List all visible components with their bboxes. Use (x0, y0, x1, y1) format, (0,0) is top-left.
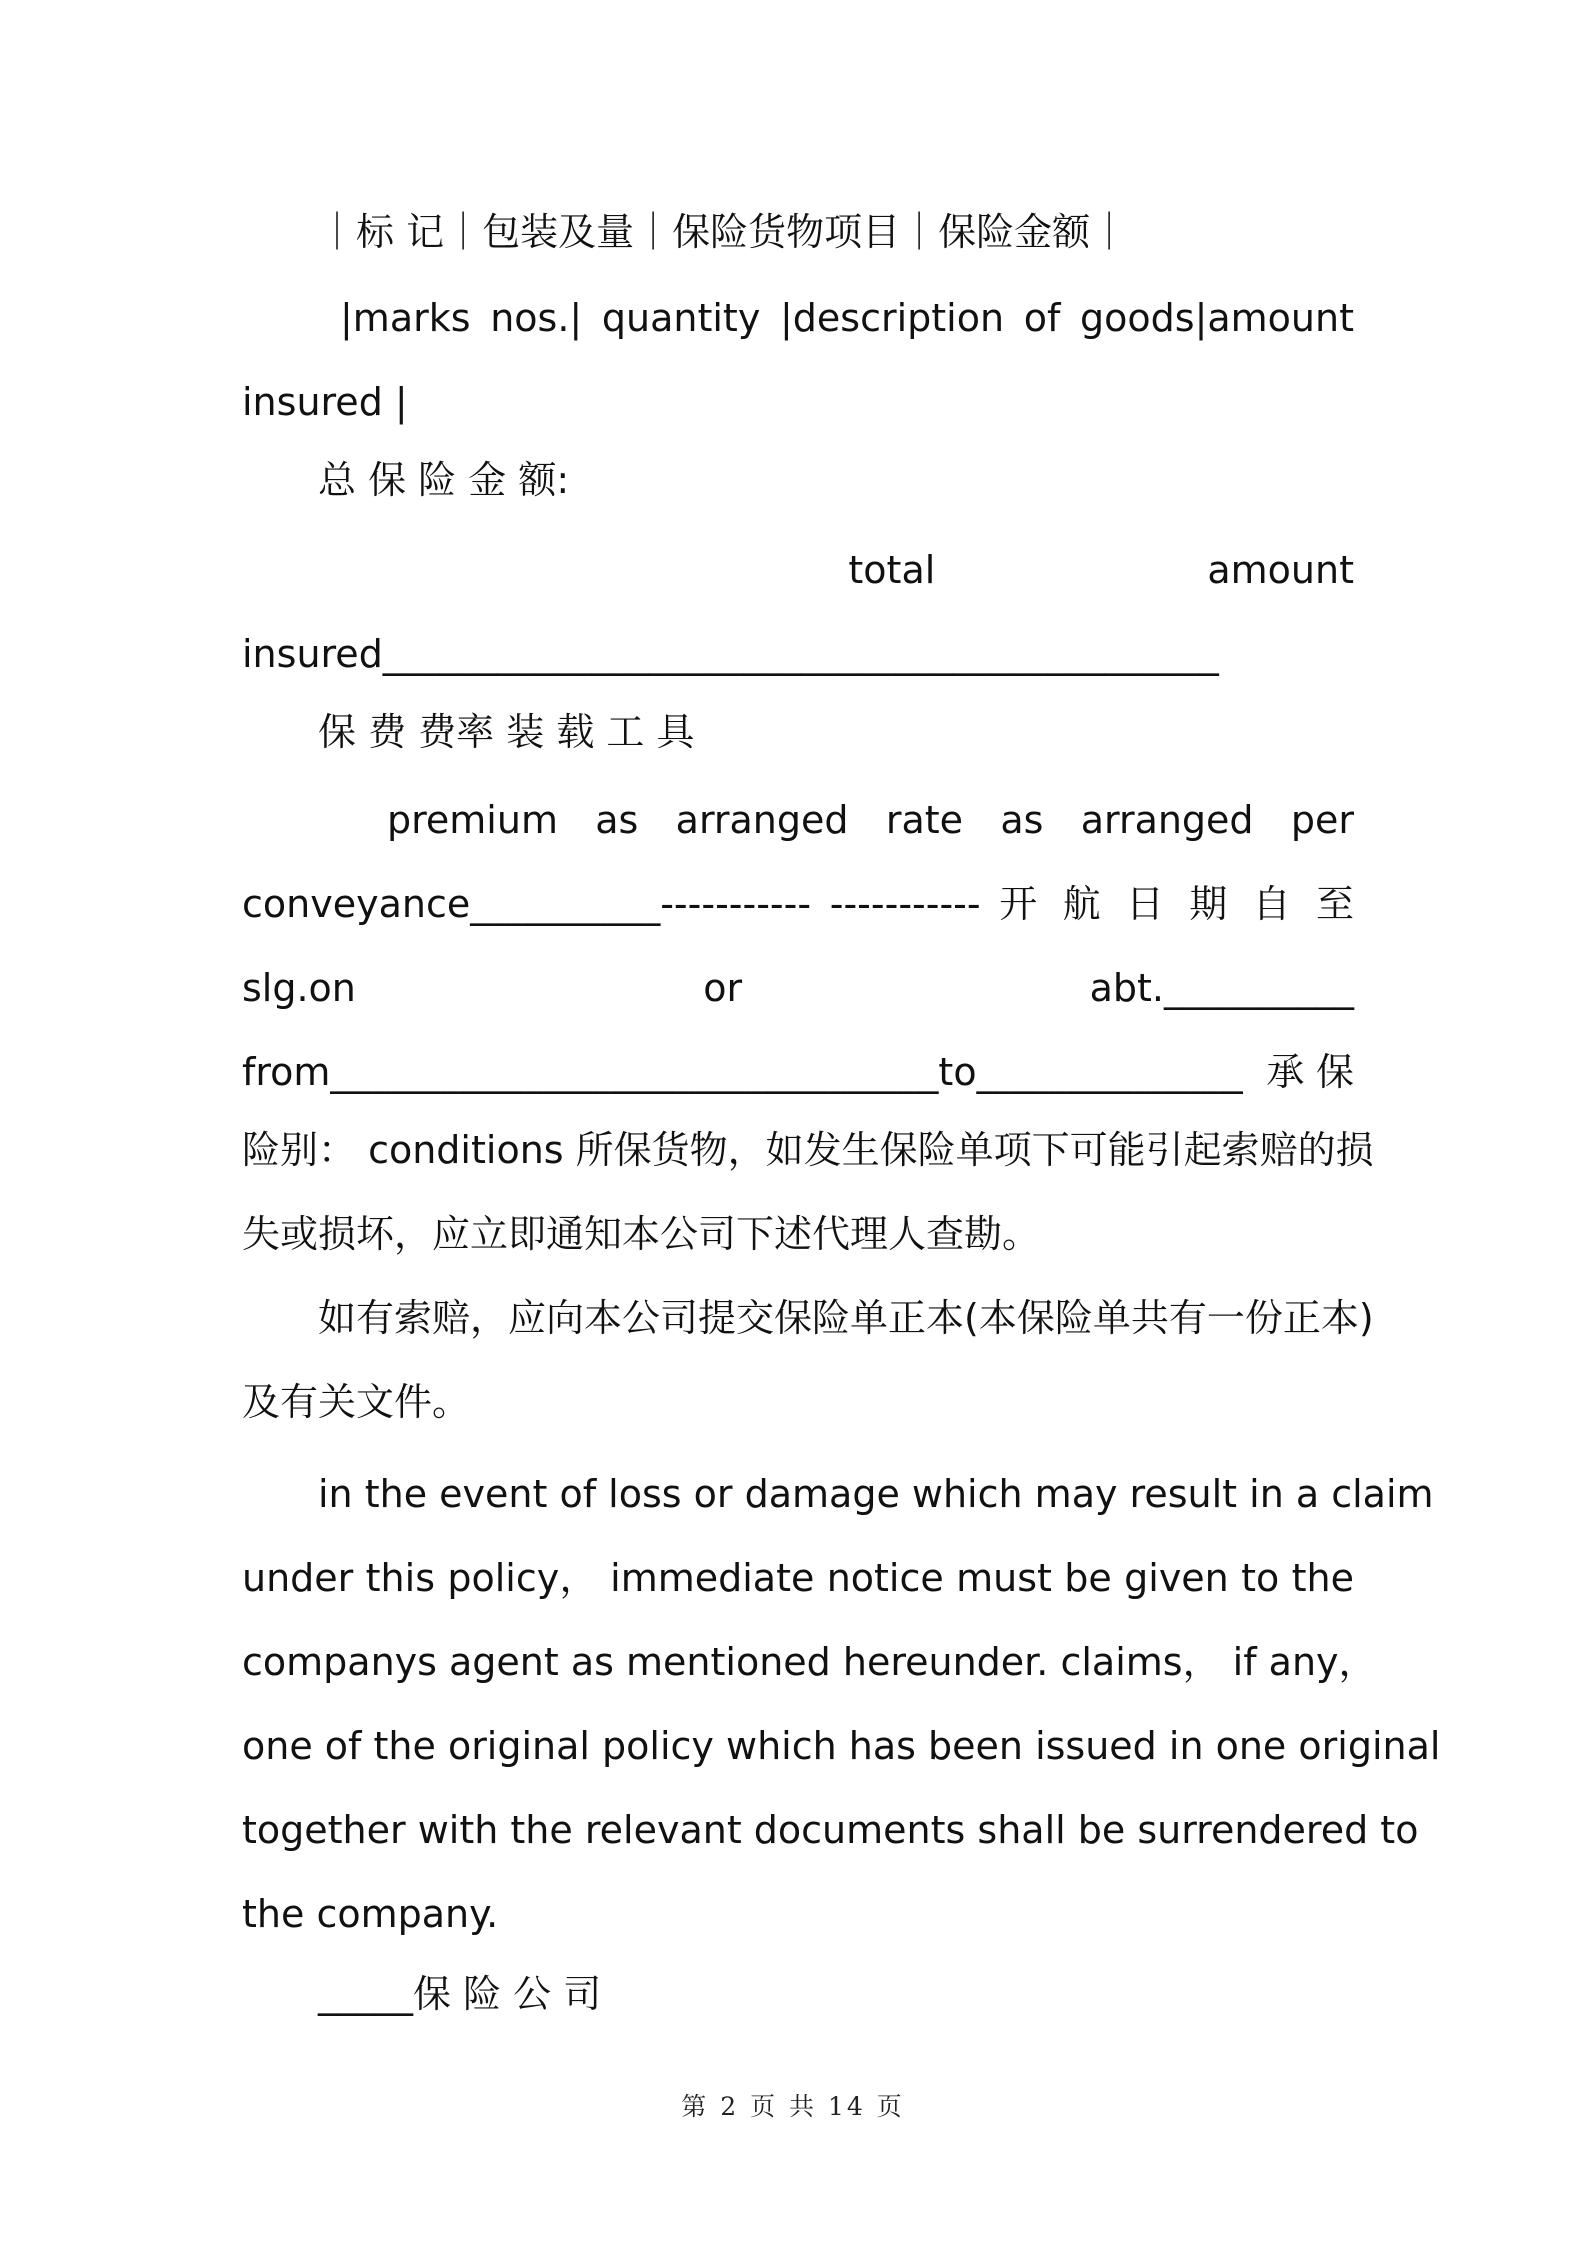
conditions-clause-line-1: 险别： conditions 所保货物，如发生保险单项下可能引起索赔的损 (242, 1128, 1374, 1172)
total-amount-label-english: total amount (848, 548, 1354, 592)
claim-clause-english-line-6: the company. (242, 1892, 499, 1936)
claim-clause-english-line-5: together with the relevant documents shall be surrendered to (242, 1808, 1419, 1852)
voyage-from-to-line: from________________________________to______________ 承保 (242, 1050, 1354, 1094)
conveyance-departure-line: conveyance__________----------- ----------- 开 航 日 期 自 至 (242, 882, 1354, 926)
sailing-date-line: slg.on or abt.__________ (242, 966, 1354, 1010)
claim-clause-english-line-4: one of the original policy which has been issued in one original (242, 1724, 1441, 1768)
claim-clause-english-line-3: companys agent as mentioned hereunder. claims， if any， (242, 1640, 1377, 1684)
total-amount-label-chinese: 总 保 险 金 额: (318, 458, 570, 502)
premium-rate-english: premium as arranged rate as arranged per (387, 798, 1354, 842)
claim-clause-chinese-line-1: 如有索赔，应向本公司提交保险单正本(本保险单共有一份正本) (318, 1296, 1374, 1340)
claim-clause-english-line-1: in the event of loss or damage which may result in a claim (318, 1472, 1434, 1516)
claim-clause-english-line-2: under this policy， immediate notice must be given to the (242, 1556, 1354, 1600)
table-header-english-continued: insured | (242, 380, 408, 424)
claim-clause-chinese-line-2: 及有关文件。 (242, 1380, 471, 1424)
premium-rate-conveyance-label-chinese: 保 费 费率 装 载 工 具 (318, 710, 695, 754)
table-header-chinese: ｜标 记｜包装及量｜保险货物项目｜保险金额｜ (318, 210, 1129, 254)
table-header-english: |marks nos.| quantity |description of goods|amount (340, 296, 1354, 340)
insurance-company-signature: _____保 险 公 司 (318, 1972, 602, 2016)
page-number-footer: 第 2 页 共 14 页 (681, 2092, 905, 2121)
total-amount-insured-field: insured____________________________________________ (242, 632, 1219, 676)
conditions-clause-line-2: 失或损坏，应立即通知本公司下述代理人查勘。 (242, 1212, 1041, 1256)
